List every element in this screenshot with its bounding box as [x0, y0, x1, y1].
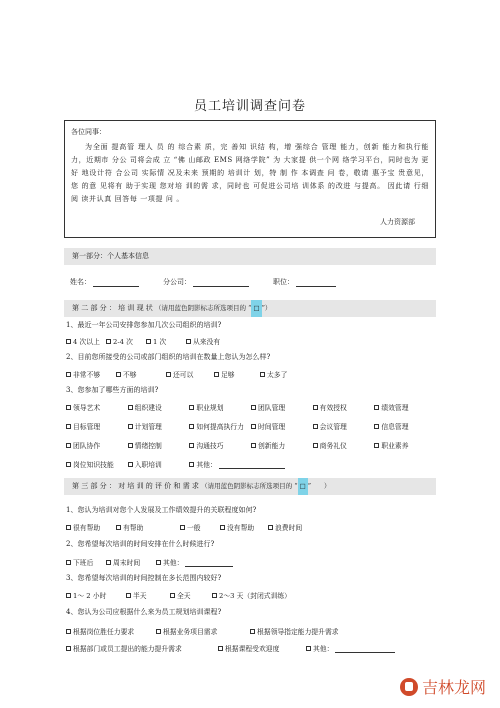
watermark-logo-icon: [400, 678, 418, 696]
section-1-header: [64, 248, 436, 265]
section-1-label: 第一部分：个人基本信息: [72, 252, 149, 260]
q3-option[interactable]: 团队协作: [66, 440, 128, 450]
q4-option[interactable]: 一般: [180, 522, 220, 532]
q7-option[interactable]: 根据部门或员工提出的能力提升需求: [66, 643, 218, 653]
highlight-sample: □: [251, 300, 261, 317]
q6-option[interactable]: 1～ 2 小时: [66, 590, 126, 600]
checkbox-icon[interactable]: [189, 462, 194, 467]
question-6-options: [66, 590, 291, 600]
q3-option[interactable]: 组织建设: [128, 402, 190, 412]
q3-option[interactable]: 领导艺术: [66, 402, 128, 412]
q3-option[interactable]: 绩效管理: [374, 402, 436, 412]
q3-option[interactable]: 情绪控制: [128, 440, 190, 450]
q3-option-other[interactable]: 其他：: [189, 459, 312, 469]
q7-option[interactable]: 根据业务项目需求: [156, 626, 250, 636]
q6-option[interactable]: 半天: [126, 590, 170, 600]
question-2: 2、目前您所接受的公司或部门组织的培训在数量上您认为怎么样?: [66, 353, 271, 361]
company-blank[interactable]: [193, 278, 249, 287]
page-title: 员工培训调查问卷: [193, 99, 306, 114]
question-4-options: [66, 522, 302, 532]
checkbox-icon[interactable]: [374, 405, 379, 410]
company-label: 分公司：: [163, 278, 191, 286]
q7-option[interactable]: 根据领导指定能力提升需求: [250, 626, 339, 636]
other-blank[interactable]: [219, 460, 285, 469]
checkbox-icon[interactable]: [212, 593, 217, 598]
checkbox-icon[interactable]: [220, 525, 225, 530]
q3-option[interactable]: 商务礼仪: [313, 440, 375, 450]
q3-option[interactable]: 时间管理: [251, 421, 313, 431]
q3-option[interactable]: 职业规划: [189, 402, 251, 412]
question-3-options: [66, 402, 436, 469]
checkbox-icon[interactable]: [313, 424, 318, 429]
q3-option[interactable]: 职业素养: [374, 440, 436, 450]
checkbox-icon[interactable]: [66, 629, 71, 634]
q2-option[interactable]: 非常不够: [66, 369, 116, 379]
checkbox-icon[interactable]: [66, 372, 71, 377]
intro-signature: 人力资源部: [380, 218, 415, 226]
checkbox-icon[interactable]: [214, 372, 219, 377]
checkbox-icon[interactable]: [156, 560, 161, 565]
q1-option[interactable]: 2-4 次: [106, 336, 146, 346]
checkbox-icon[interactable]: [251, 405, 256, 410]
question-2-options: [66, 369, 287, 379]
checkbox-icon[interactable]: [106, 560, 111, 565]
checkbox-icon[interactable]: [128, 405, 133, 410]
checkbox-icon[interactable]: [251, 443, 256, 448]
q2-option[interactable]: 不够: [116, 369, 166, 379]
checkbox-icon[interactable]: [66, 462, 71, 467]
checkbox-icon[interactable]: [374, 443, 379, 448]
q3-option[interactable]: 如何提高执行力: [189, 421, 251, 431]
checkbox-icon[interactable]: [66, 339, 71, 344]
checkbox-icon[interactable]: [251, 424, 256, 429]
checkbox-icon[interactable]: [66, 646, 71, 651]
checkbox-icon[interactable]: [260, 372, 265, 377]
q1-option[interactable]: 1 次: [146, 336, 186, 346]
checkbox-icon[interactable]: [218, 646, 223, 651]
checkbox-icon[interactable]: [186, 339, 191, 344]
q7-option[interactable]: 根据岗位胜任力要求: [66, 626, 156, 636]
checkbox-icon[interactable]: [180, 525, 185, 530]
q4-option[interactable]: 浪费时间: [268, 522, 302, 532]
question-3: 3、您参加了哪些方面的培训?: [66, 386, 159, 394]
position-label: 职位：: [273, 278, 294, 286]
checkbox-icon[interactable]: [116, 372, 121, 377]
q3-option[interactable]: 有效授权: [313, 402, 375, 412]
q2-option[interactable]: 足够: [214, 369, 260, 379]
checkbox-icon[interactable]: [170, 593, 175, 598]
q6-option[interactable]: 2～3 天（封闭式训练）: [212, 590, 291, 600]
checkbox-icon[interactable]: [313, 405, 318, 410]
question-5-options: [66, 557, 233, 567]
position-blank[interactable]: [296, 278, 336, 287]
checkbox-icon[interactable]: [66, 560, 71, 565]
checkbox-icon[interactable]: [66, 593, 71, 598]
other-blank[interactable]: [185, 558, 233, 567]
checkbox-icon[interactable]: [313, 443, 318, 448]
checkbox-icon[interactable]: [66, 424, 71, 429]
section-3-note: （请用蓝色阴影标志所选项目的 “ □ ” ）: [201, 482, 330, 490]
section-2-note: （请用蓝色阴影标志所选项目的 “ □ ”）: [155, 304, 271, 312]
q5-option[interactable]: 周末时间: [106, 557, 156, 567]
checkbox-icon[interactable]: [156, 629, 161, 634]
question-1-options: [66, 336, 220, 346]
checkbox-icon[interactable]: [66, 405, 71, 410]
q3-option[interactable]: 团队管理: [251, 402, 313, 412]
q7-option[interactable]: 根据课程受欢迎度: [218, 643, 306, 653]
q3-option[interactable]: 创新能力: [251, 440, 313, 450]
name-field[interactable]: [70, 277, 139, 287]
checkbox-icon[interactable]: [66, 525, 71, 530]
checkbox-icon[interactable]: [306, 646, 311, 651]
q4-option[interactable]: 没有帮助: [220, 522, 268, 532]
q4-option[interactable]: 很有帮助: [66, 522, 116, 532]
other-blank[interactable]: [335, 644, 395, 653]
q5-option[interactable]: 下班后: [66, 557, 106, 567]
checkbox-icon[interactable]: [189, 443, 194, 448]
q4-option[interactable]: 有帮助: [116, 522, 180, 532]
q7-option-other[interactable]: 其他：: [306, 643, 395, 653]
q3-option[interactable]: 计划管理: [128, 421, 190, 431]
section-3-header: [64, 478, 436, 495]
q5-option-other[interactable]: 其他：: [156, 557, 233, 567]
section-2-header: [64, 300, 436, 317]
q3-option[interactable]: 目标管理: [66, 421, 128, 431]
checkbox-icon[interactable]: [116, 525, 121, 530]
intro-greeting: 各位同事：: [71, 128, 106, 136]
q3-option[interactable]: 会议管理: [313, 421, 375, 431]
name-blank[interactable]: [93, 278, 139, 287]
checkbox-icon[interactable]: [146, 339, 151, 344]
checkbox-icon[interactable]: [189, 424, 194, 429]
question-7-options-row-1: [66, 626, 339, 636]
question-7-options-row-2: [66, 643, 395, 653]
name-label: 姓名：: [70, 278, 91, 286]
q1-option[interactable]: 从来没有: [186, 336, 220, 346]
q3-option[interactable]: 岗位知识技能: [66, 459, 128, 469]
checkbox-icon[interactable]: [106, 339, 111, 344]
company-field[interactable]: [163, 277, 249, 287]
checkbox-icon[interactable]: [250, 629, 255, 634]
checkbox-icon[interactable]: [166, 372, 171, 377]
question-4: 1、您认为培训对您个人发展及工作绩效提升的关联程度如何?: [66, 506, 257, 514]
intro-box: [64, 120, 436, 238]
position-field[interactable]: [273, 277, 336, 287]
intro-body: 为全面 提高管 理人 员 的 综合素 质，完 善知 识结 构，增 强综合 管理 能力，创新 能力和执行能 力，近期市 分公 司将会成 立 “佛 山邮政 EMS 网络学院” 为 大家提 供一个网 络学习平台，同时也为 更好 地设计符 合公司 实际情 况及未来 预期的 培训计 划，特 制 作 本调查 问 卷，敬请 惠予宝 贵意见，您 的意 见将有 助于实现 您对培 训的需 求，同时也 可促进公司培 训体系 的改进 与提高。 因此请 行细阅 读并认真 回答每 一项提 问 。: [71, 143, 429, 203]
watermark: [400, 675, 486, 698]
personal-info-row: [70, 277, 430, 287]
question-1: 1、最近一年公司安排您参加几次公司组织的培训?: [66, 321, 222, 329]
q2-option[interactable]: 还可以: [166, 369, 214, 379]
q3-option[interactable]: 沟通技巧: [189, 440, 251, 450]
q1-option[interactable]: 4 次以上: [66, 336, 106, 346]
q3-option[interactable]: 入职培训: [128, 459, 190, 469]
q3-option[interactable]: 信息管理: [374, 421, 436, 431]
question-7: 4、您认为公司应根据什么来为员工规划培训课程?: [66, 608, 222, 616]
checkbox-icon[interactable]: [128, 424, 133, 429]
checkbox-icon[interactable]: [126, 593, 131, 598]
checkbox-icon[interactable]: [189, 405, 194, 410]
section-3-label: 第 三 部 分 ： 对 培 训 的 评 价 和 需 求: [72, 482, 199, 490]
q6-option[interactable]: 全天: [170, 590, 212, 600]
checkbox-icon[interactable]: [268, 525, 273, 530]
highlight-sample: □: [298, 478, 308, 495]
checkbox-icon[interactable]: [128, 443, 133, 448]
watermark-text: 吉林龙网: [421, 678, 486, 697]
checkbox-icon[interactable]: [66, 443, 71, 448]
checkbox-icon[interactable]: [374, 424, 379, 429]
checkbox-icon[interactable]: [128, 462, 133, 467]
q2-option[interactable]: 太多了: [260, 369, 287, 379]
section-2-label: 第 二 部 分 ： 培 训 现 状: [72, 304, 153, 312]
question-5: 2、您希望每次培训的时间安排在什么时候进行?: [66, 540, 215, 548]
question-6: 3、您希望每次培训的时间控制在多长范围内较好?: [66, 574, 222, 582]
